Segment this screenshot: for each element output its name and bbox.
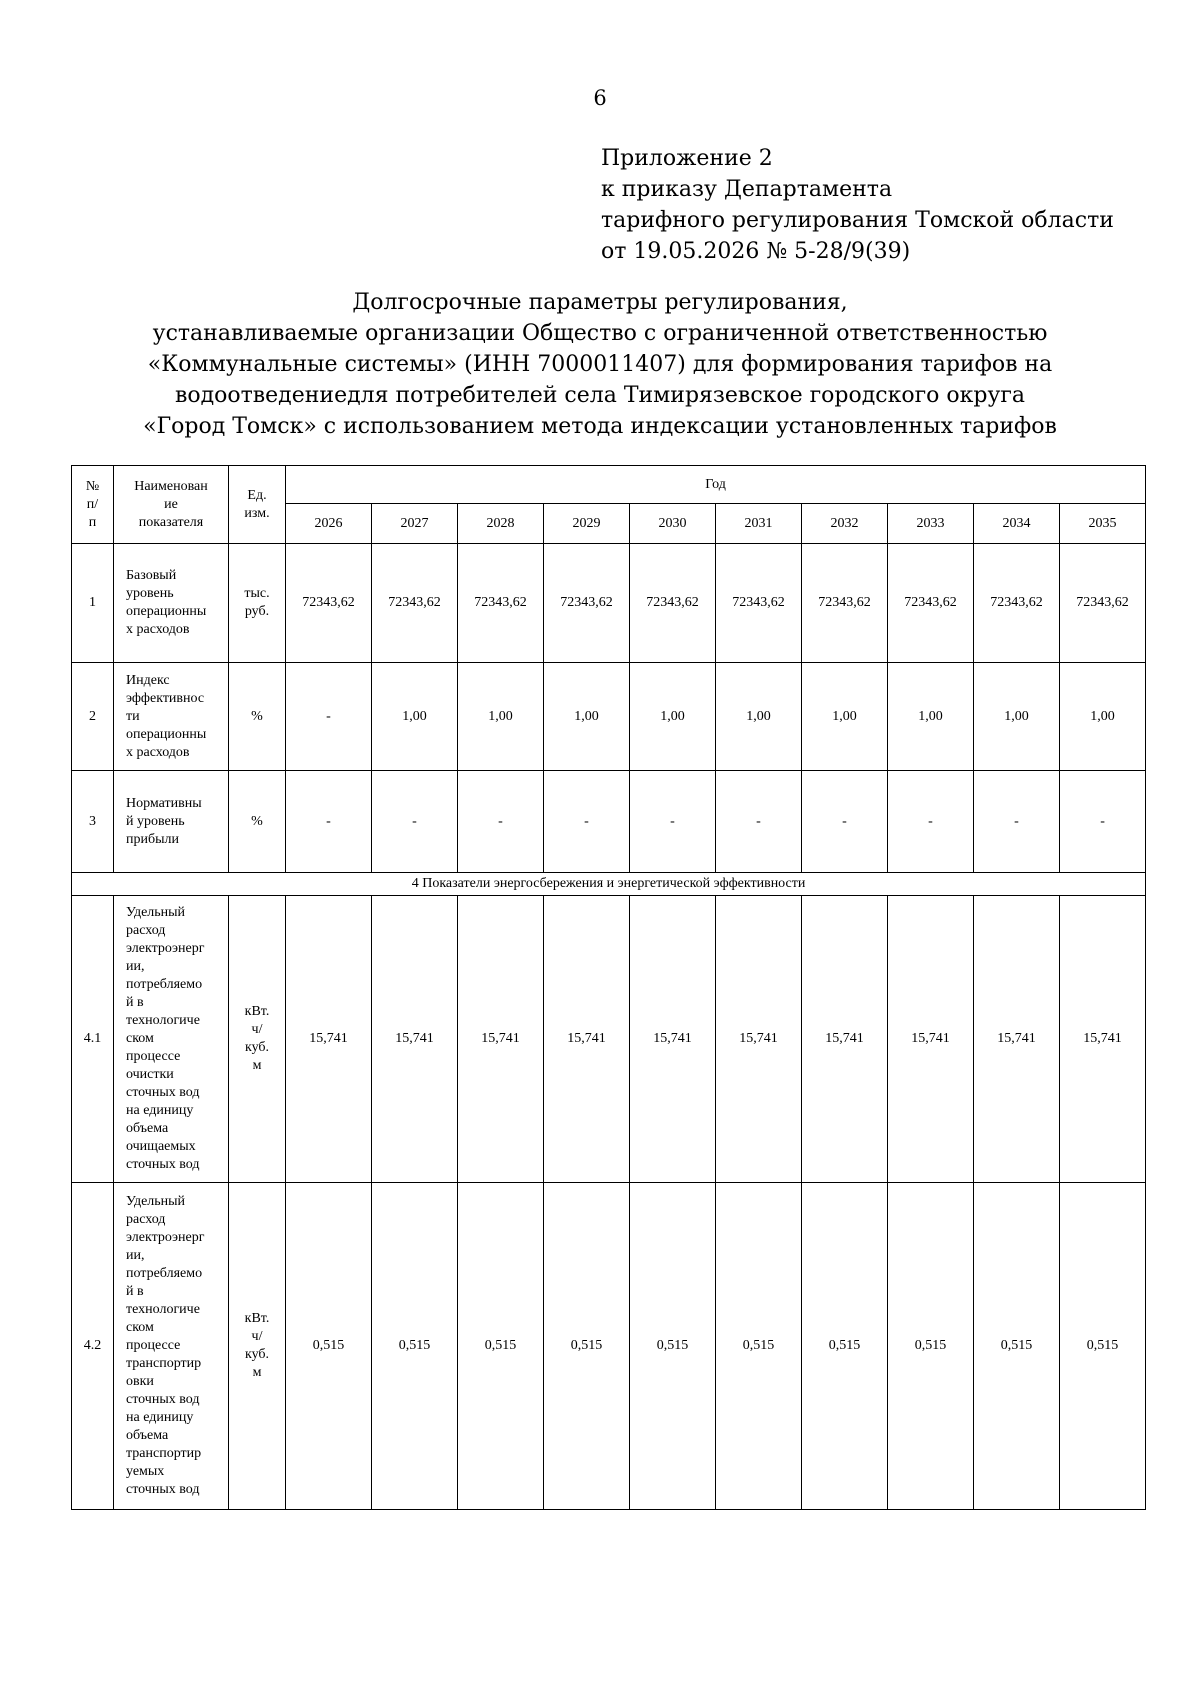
- row-name: Нормативны й уровень прибыли: [114, 771, 229, 873]
- row-value: -: [286, 771, 372, 873]
- row-value: -: [372, 771, 458, 873]
- row-value: 15,741: [802, 896, 888, 1183]
- row-value: 0,515: [372, 1183, 458, 1510]
- row-value: 15,741: [1060, 896, 1146, 1183]
- row-value: 1,00: [544, 663, 630, 771]
- header-year: 2034: [974, 504, 1060, 544]
- header-year-group: Год: [286, 466, 1146, 504]
- title-line: водоотведениедля потребителей села Тимирязевское городского округа: [174, 383, 1026, 408]
- table-row: [72, 663, 1146, 771]
- title-line: «Коммунальные системы» (ИНН 7000011407) для формирования тарифов на: [147, 352, 1053, 377]
- appendix-line: Приложение 2: [601, 146, 773, 171]
- row-value: 0,515: [716, 1183, 802, 1510]
- row-value: 72343,62: [888, 544, 974, 663]
- row-value: 0,515: [544, 1183, 630, 1510]
- header-year: 2027: [372, 504, 458, 544]
- row-num: 3: [72, 771, 114, 873]
- row-value: 0,515: [286, 1183, 372, 1510]
- row-value: 1,00: [802, 663, 888, 771]
- row-value: 0,515: [888, 1183, 974, 1510]
- row-unit: кВт. ч/ куб. м: [229, 1183, 286, 1510]
- row-value: 0,515: [802, 1183, 888, 1510]
- row-num: 4.2: [72, 1183, 114, 1510]
- document-title: [0, 287, 1200, 442]
- header-year: 2031: [716, 504, 802, 544]
- row-value: 1,00: [716, 663, 802, 771]
- row-value: 0,515: [458, 1183, 544, 1510]
- row-unit: тыс. руб.: [229, 544, 286, 663]
- row-unit: %: [229, 663, 286, 771]
- title-line: устанавливаемые организации Общество с ограниченной ответственностью: [152, 321, 1048, 346]
- row-value: 72343,62: [802, 544, 888, 663]
- appendix-line: от 19.05.2026 № 5-28/9(39): [601, 239, 911, 264]
- row-value: 15,741: [544, 896, 630, 1183]
- row-value: -: [458, 771, 544, 873]
- appendix-block: [601, 143, 1114, 267]
- row-name: Базовый уровень операционны х расходов: [114, 544, 229, 663]
- row-value: 15,741: [716, 896, 802, 1183]
- header-year: 2026: [286, 504, 372, 544]
- row-name: Удельный расход электроэнерг ии, потребляемо й в технологиче ском процессе очистки сточных вод на единицу объема очищаемых сточных вод: [114, 896, 229, 1183]
- row-value: 72343,62: [286, 544, 372, 663]
- row-value: 15,741: [372, 896, 458, 1183]
- row-value: 1,00: [372, 663, 458, 771]
- header-year: 2029: [544, 504, 630, 544]
- row-name: Удельный расход электроэнерг ии, потребляемо й в технологиче ском процессе транспортир овки сточных вод на единицу объема транспортир уемых сточных вод: [114, 1183, 229, 1510]
- row-value: 72343,62: [630, 544, 716, 663]
- row-value: -: [888, 771, 974, 873]
- row-num: 4.1: [72, 896, 114, 1183]
- appendix-line: к приказу Департамента: [601, 177, 893, 202]
- row-value: 1,00: [1060, 663, 1146, 771]
- row-value: -: [802, 771, 888, 873]
- row-name: Индекс эффективнос ти операционны х расходов: [114, 663, 229, 771]
- title-line: «Город Томск» с использованием метода индексации установленных тарифов: [143, 414, 1057, 439]
- row-value: -: [630, 771, 716, 873]
- section-row: [72, 873, 1146, 896]
- row-num: 2: [72, 663, 114, 771]
- header-name: Наименован ие показателя: [114, 466, 229, 544]
- header-year: 2033: [888, 504, 974, 544]
- table-row: [72, 544, 1146, 663]
- row-value: 0,515: [630, 1183, 716, 1510]
- row-value: 1,00: [458, 663, 544, 771]
- row-num: 1: [72, 544, 114, 663]
- row-value: 15,741: [630, 896, 716, 1183]
- parameters-table: [71, 465, 1146, 1510]
- table-body: [72, 544, 1146, 1510]
- row-value: -: [974, 771, 1060, 873]
- row-value: 1,00: [974, 663, 1060, 771]
- header-year: 2030: [630, 504, 716, 544]
- row-value: -: [1060, 771, 1146, 873]
- row-value: 72343,62: [544, 544, 630, 663]
- row-value: 1,00: [888, 663, 974, 771]
- row-value: 1,00: [630, 663, 716, 771]
- row-value: 0,515: [974, 1183, 1060, 1510]
- appendix-line: тарифного регулирования Томской области: [601, 208, 1114, 233]
- row-value: -: [286, 663, 372, 771]
- table-row: [72, 896, 1146, 1183]
- header-year: 2035: [1060, 504, 1146, 544]
- row-value: -: [544, 771, 630, 873]
- row-value: 72343,62: [1060, 544, 1146, 663]
- row-value: 15,741: [458, 896, 544, 1183]
- row-value: 72343,62: [974, 544, 1060, 663]
- row-value: 72343,62: [458, 544, 544, 663]
- header-year: 2028: [458, 504, 544, 544]
- row-value: 72343,62: [372, 544, 458, 663]
- table-row: [72, 1183, 1146, 1510]
- header-num: № п/ п: [72, 466, 114, 544]
- header-unit: Ед. изм.: [229, 466, 286, 544]
- section-title: 4 Показатели энергосбережения и энергетической эффективности: [72, 873, 1146, 896]
- row-unit: кВт. ч/ куб. м: [229, 896, 286, 1183]
- row-unit: %: [229, 771, 286, 873]
- row-value: 15,741: [974, 896, 1060, 1183]
- row-value: 15,741: [286, 896, 372, 1183]
- row-value: -: [716, 771, 802, 873]
- title-line: Долгосрочные параметры регулирования,: [352, 290, 848, 315]
- header-year: 2032: [802, 504, 888, 544]
- row-value: 0,515: [1060, 1183, 1146, 1510]
- page-number: 6: [593, 86, 607, 110]
- row-value: 72343,62: [716, 544, 802, 663]
- row-value: 15,741: [888, 896, 974, 1183]
- table-row: [72, 771, 1146, 873]
